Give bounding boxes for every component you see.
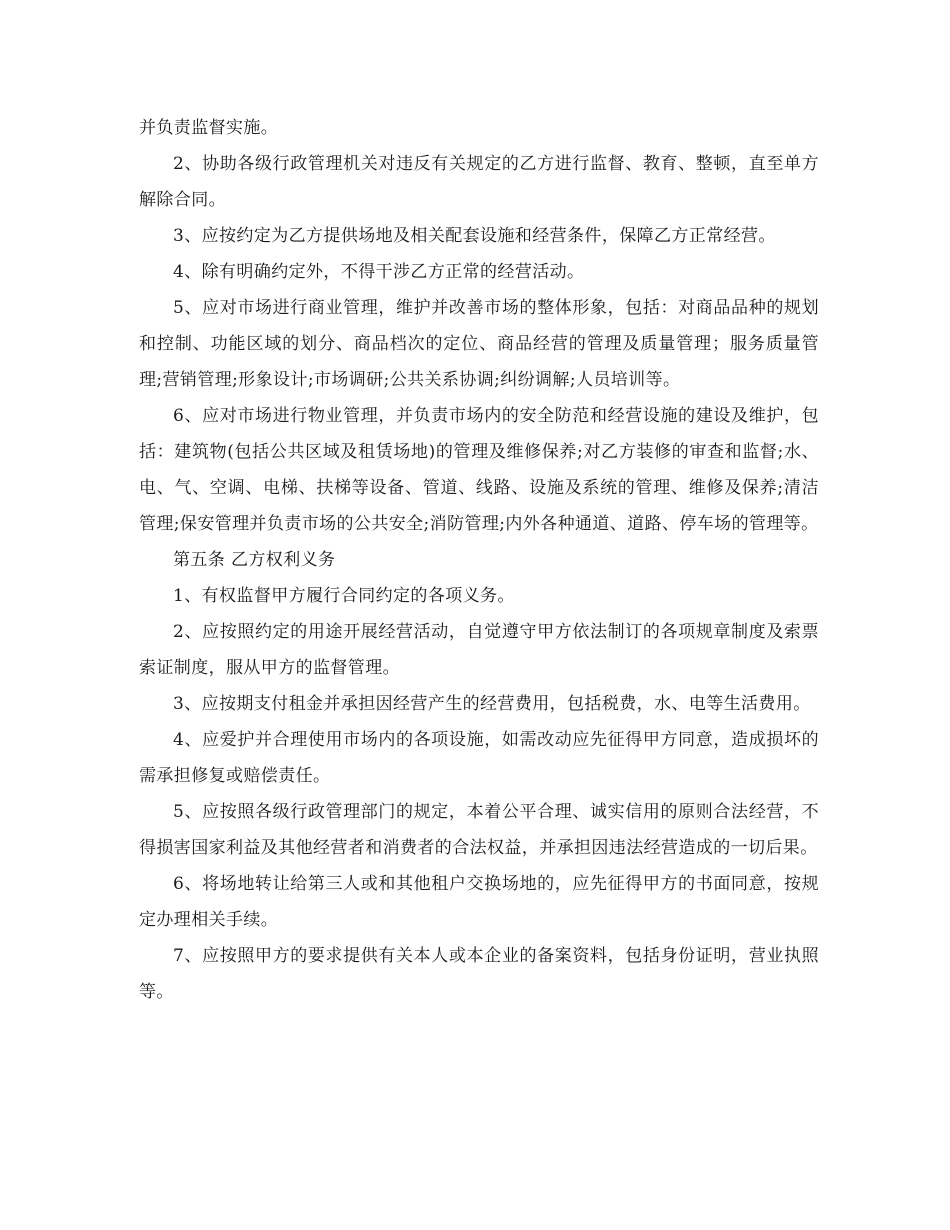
paragraph-item: 2、应按照约定的用途开展经营活动，自觉遵守甲方依法制订的各项规章制度及索票索证制度，服从甲方的监督管理。: [139, 622, 819, 678]
paragraph-item: 3、应按约定为乙方提供场地及相关配套设施和经营条件，保障乙方正常经营。: [173, 226, 776, 246]
document-body: [139, 110, 819, 1010]
paragraph-continuation: 并负责监督实施。: [139, 118, 279, 138]
paragraph-item: 6、应对市场进行物业管理，并负责市场内的安全防范和经营设施的建设及维护，包括：建筑物(包括公共区域及租赁场地)的管理及维修保养;对乙方装修的审查和监督;水、电、气、空调、电梯、扶梯等设备、管道、线路、设施及系统的管理、维修及保养;清洁管理;保安管理并负责市场的公共安全;消防管理;内外各种通道、道路、停车场的管理等。: [139, 406, 819, 534]
paragraph-item: 5、应按照各级行政管理部门的规定，本着公平合理、诚实信用的原则合法经营，不得损害国家利益及其他经营者和消费者的合法权益，并承担因违法经营造成的一切后果。: [139, 802, 819, 858]
section-heading: 第五条 乙方权利义务: [173, 550, 336, 570]
paragraph-item: 3、应按期支付租金并承担因经营产生的经营费用，包括税费，水、电等生活费用。: [173, 694, 811, 714]
paragraph-item: 5、应对市场进行商业管理，维护并改善市场的整体形象，包括：对商品品种的规划和控制、功能区域的划分、商品档次的定位、商品经营的管理及质量管理；服务质量管理;营销管理;形象设计;市场调研;公共关系协调;纠纷调解;人员培训等。: [139, 298, 819, 390]
paragraph-item: 4、除有明确约定外，不得干涉乙方正常的经营活动。: [173, 262, 585, 282]
paragraph-item: 1、有权监督甲方履行合同约定的各项义务。: [173, 586, 515, 606]
paragraph-item: 4、应爱护并合理使用市场内的各项设施，如需改动应先征得甲方同意，造成损坏的需承担修复或赔偿责任。: [139, 730, 819, 786]
paragraph-item: 7、应按照甲方的要求提供有关本人或本企业的备案资料，包括身份证明，营业执照等。: [139, 946, 819, 1002]
paragraph-item: 6、将场地转让给第三人或和其他租户交换场地的，应先征得甲方的书面同意，按规定办理相关手续。: [139, 874, 819, 930]
paragraph-item: 2、协助各级行政管理机关对违反有关规定的乙方进行监督、教育、整顿，直至单方解除合同。: [139, 154, 819, 210]
